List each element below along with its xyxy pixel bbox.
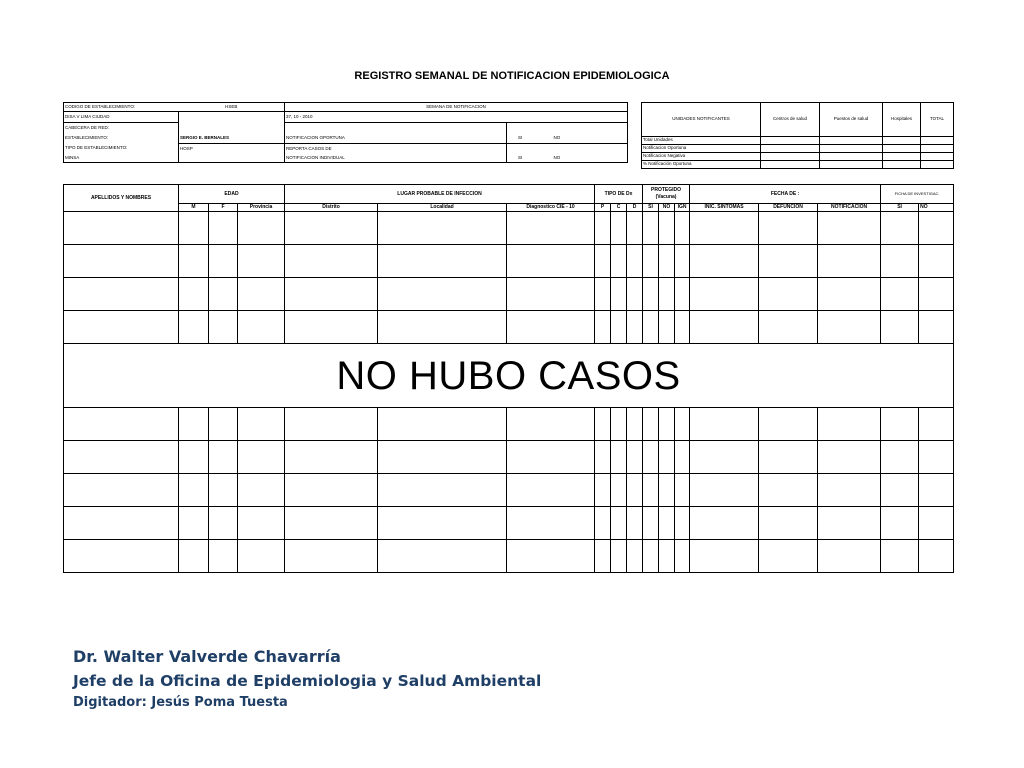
table-cell <box>64 441 179 474</box>
units-row-label: Total Unidades <box>642 137 761 145</box>
col-apellidos: APELLIDOS Y NOMBRES <box>64 185 179 212</box>
table-cell <box>919 408 954 441</box>
table-cell <box>595 245 611 278</box>
table-cell <box>627 507 643 540</box>
table-cell <box>209 441 238 474</box>
sub-p: P <box>595 204 611 212</box>
table-cell <box>285 540 378 573</box>
sub-notificacion: NOTIFICACION <box>818 204 881 212</box>
table-cell <box>595 474 611 507</box>
col-ficha: FICHA DE INVESTIGAC. <box>881 185 954 204</box>
table-cell <box>627 441 643 474</box>
table-cell <box>919 278 954 311</box>
semana-value: 37, 10 - 2010 <box>285 112 628 123</box>
table-cell <box>627 474 643 507</box>
table-cell <box>285 441 378 474</box>
table-cell <box>209 540 238 573</box>
establecimiento-label: ESTABLECIMIENTO: <box>64 134 179 144</box>
table-cell <box>179 278 209 311</box>
table-cell <box>675 311 690 344</box>
table-cell <box>759 474 818 507</box>
table-cell <box>64 474 179 507</box>
col-protegido <box>643 185 690 204</box>
table-cell <box>611 507 627 540</box>
notif-individual-si: SI <box>518 154 523 160</box>
table-cell <box>285 408 378 441</box>
table-cell <box>209 311 238 344</box>
table-cell <box>238 540 285 573</box>
table-cell <box>595 507 611 540</box>
table-cell <box>643 474 659 507</box>
table-cell <box>675 245 690 278</box>
sub-diagnostico: Diagnostico CIE - 10 <box>507 204 595 212</box>
table-cell <box>507 474 595 507</box>
table-cell <box>659 408 675 441</box>
table-cell <box>659 474 675 507</box>
table-cell <box>643 507 659 540</box>
table-cell <box>659 441 675 474</box>
sub-distrito: Distrito <box>285 204 378 212</box>
notif-individual-no: NO <box>553 154 561 160</box>
table-cell <box>627 278 643 311</box>
table-cell <box>378 311 507 344</box>
table-cell <box>675 540 690 573</box>
table-cell <box>64 212 179 245</box>
table-cell <box>759 441 818 474</box>
codigo-value: HSEB <box>179 103 285 112</box>
notif-oportuna-si: SI <box>518 135 523 140</box>
units-header: UNIDADES NOTIFICANTES <box>642 103 761 137</box>
table-cell <box>627 540 643 573</box>
table-cell <box>919 212 954 245</box>
table-cell <box>643 441 659 474</box>
reporta-label: REPORTA CASOS DE <box>285 144 507 154</box>
table-row <box>64 278 954 311</box>
table-cell <box>179 311 209 344</box>
table-cell <box>818 278 881 311</box>
table-cell <box>285 212 378 245</box>
table-cell <box>643 245 659 278</box>
semana-label: SEMANA DE NOTIFICACION <box>285 103 628 112</box>
table-cell <box>179 245 209 278</box>
table-cell <box>659 507 675 540</box>
table-cell <box>179 408 209 441</box>
tipo-label: TIPO DE ESTABLECIMIENTO: <box>64 144 179 154</box>
table-cell <box>675 212 690 245</box>
table-cell <box>507 245 595 278</box>
signature-name: Dr. Walter Valverde Chavarría <box>73 647 341 666</box>
table-cell <box>595 441 611 474</box>
sub-si: SI <box>643 204 659 212</box>
table-cell <box>378 278 507 311</box>
table-cell <box>759 311 818 344</box>
table-cell <box>238 278 285 311</box>
table-cell <box>285 507 378 540</box>
units-centros: Centros de salud <box>761 103 820 137</box>
notif-oportuna-options <box>507 134 628 144</box>
table-cell <box>209 507 238 540</box>
table-cell <box>690 278 759 311</box>
table-cell <box>378 507 507 540</box>
table-cell <box>818 311 881 344</box>
table-cell <box>881 474 919 507</box>
table-cell <box>627 408 643 441</box>
table-cell <box>611 278 627 311</box>
table-cell <box>238 441 285 474</box>
table-row <box>64 212 954 245</box>
col-fecha: FECHA DE : <box>690 185 881 204</box>
table-cell <box>209 474 238 507</box>
table-cell <box>238 507 285 540</box>
table-row <box>64 311 954 344</box>
table-cell <box>595 540 611 573</box>
table-cell <box>611 311 627 344</box>
tipo-value: HOSP <box>179 144 285 154</box>
units-row-label: Notificacion Negativa <box>642 153 761 161</box>
table-cell <box>690 245 759 278</box>
table-cell <box>690 474 759 507</box>
table-cell <box>881 278 919 311</box>
table-cell <box>919 245 954 278</box>
table-cell <box>595 408 611 441</box>
col-edad: EDAD <box>179 185 285 204</box>
table-cell <box>659 311 675 344</box>
table-cell <box>919 474 954 507</box>
table-cell <box>507 212 595 245</box>
no-cases-banner: NO HUBO CASOS <box>64 344 954 408</box>
units-total: TOTAL <box>921 103 954 137</box>
notif-individual-options <box>507 154 628 163</box>
table-cell <box>643 311 659 344</box>
table-cell <box>919 507 954 540</box>
table-cell <box>919 540 954 573</box>
table-cell <box>627 311 643 344</box>
table-cell <box>378 408 507 441</box>
units-table <box>641 102 954 169</box>
table-cell <box>690 507 759 540</box>
table-row <box>64 441 954 474</box>
table-cell <box>818 507 881 540</box>
table-cell <box>611 540 627 573</box>
col-protegido-line1: PROTEGIDO <box>651 187 682 193</box>
codigo-label: CODIGO DE ESTABLECIMIENTO: <box>64 103 179 112</box>
minsa-label: MINSA <box>64 154 179 163</box>
table-cell <box>690 540 759 573</box>
table-cell <box>238 408 285 441</box>
table-cell <box>507 278 595 311</box>
table-cell <box>818 540 881 573</box>
table-cell <box>659 278 675 311</box>
table-cell <box>643 278 659 311</box>
table-cell <box>238 311 285 344</box>
table-cell <box>643 408 659 441</box>
table-cell <box>507 311 595 344</box>
signature-digitador: Digitador: Jesús Poma Tuesta <box>73 695 288 710</box>
sub-f: F <box>209 204 238 212</box>
col-tipo-dx: TIPO DE Dx <box>595 185 643 204</box>
table-row <box>64 408 954 441</box>
table-cell <box>818 245 881 278</box>
table-row <box>64 507 954 540</box>
table-cell <box>611 245 627 278</box>
sub-inic-sintomas: INIC. SINTOMAS <box>690 204 759 212</box>
sub-provincia: Provincia <box>238 204 285 212</box>
table-cell <box>595 278 611 311</box>
table-cell <box>881 540 919 573</box>
table-cell <box>818 474 881 507</box>
cases-table <box>63 184 954 573</box>
sub-defuncion: DEFUNCION <box>759 204 818 212</box>
table-cell <box>675 408 690 441</box>
units-row-label: Notificacion Oportuna <box>642 145 761 153</box>
sub-c: C <box>611 204 627 212</box>
table-cell <box>881 212 919 245</box>
col-lugar: LUGAR PROBABLE DE INFECCION <box>285 185 595 204</box>
table-cell <box>179 507 209 540</box>
sub-d: D <box>627 204 643 212</box>
table-cell <box>238 245 285 278</box>
sub-ficha-no: NO <box>919 204 954 212</box>
table-cell <box>238 474 285 507</box>
table-cell <box>179 441 209 474</box>
table-cell <box>627 212 643 245</box>
table-cell <box>209 245 238 278</box>
table-cell <box>285 311 378 344</box>
table-cell <box>881 245 919 278</box>
cabecera-label: CABECERA DE RED: <box>64 123 179 134</box>
table-cell <box>209 278 238 311</box>
table-cell <box>611 441 627 474</box>
sub-localidad: Localidad <box>378 204 507 212</box>
table-cell <box>378 540 507 573</box>
table-cell <box>881 441 919 474</box>
table-cell <box>179 212 209 245</box>
units-row-label: % Notificación Oportuna <box>642 161 761 169</box>
table-cell <box>179 474 209 507</box>
table-cell <box>378 441 507 474</box>
table-cell <box>675 474 690 507</box>
table-row <box>64 245 954 278</box>
table-cell <box>507 540 595 573</box>
table-cell <box>643 540 659 573</box>
table-cell <box>378 474 507 507</box>
table-cell <box>378 245 507 278</box>
table-cell <box>595 311 611 344</box>
table-cell <box>627 245 643 278</box>
establecimiento-value: SERGIO E. BERNALES <box>179 134 285 144</box>
table-cell <box>675 507 690 540</box>
table-cell <box>818 408 881 441</box>
units-puestos: Puestos de salud <box>820 103 883 137</box>
table-cell <box>881 408 919 441</box>
table-cell <box>759 540 818 573</box>
table-cell <box>507 507 595 540</box>
table-cell <box>64 245 179 278</box>
table-cell <box>285 245 378 278</box>
table-cell <box>378 212 507 245</box>
sub-m: M <box>179 204 209 212</box>
sub-no: NO <box>659 204 675 212</box>
cases-rows-bottom <box>64 408 954 573</box>
units-hospitales: Hospitales <box>883 103 921 137</box>
table-cell <box>675 278 690 311</box>
table-cell <box>611 212 627 245</box>
table-cell <box>818 212 881 245</box>
table-cell <box>285 278 378 311</box>
establishment-table <box>63 102 628 163</box>
sub-ficha-si: SI <box>881 204 919 212</box>
table-cell <box>611 474 627 507</box>
table-cell <box>659 212 675 245</box>
table-cell <box>919 311 954 344</box>
col-protegido-line2: (Vacuna) <box>655 194 677 200</box>
cases-rows-top <box>64 212 954 344</box>
table-cell <box>507 408 595 441</box>
notif-oportuna-label: NOTIFICACION OPORTUNA <box>285 134 507 144</box>
table-cell <box>659 540 675 573</box>
table-cell <box>881 311 919 344</box>
page-title: REGISTRO SEMANAL DE NOTIFICACION EPIDEMIOLOGICA <box>354 70 670 82</box>
table-cell <box>690 441 759 474</box>
notif-oportuna-no: NO <box>553 135 561 140</box>
table-cell <box>507 441 595 474</box>
table-cell <box>759 278 818 311</box>
table-cell <box>881 507 919 540</box>
table-cell <box>64 278 179 311</box>
table-cell <box>64 311 179 344</box>
sub-ign: IGN <box>675 204 690 212</box>
table-cell <box>659 245 675 278</box>
table-cell <box>238 212 285 245</box>
notif-individual-label: NOTIFICACION INDIVIDUAL <box>285 154 507 163</box>
table-cell <box>919 441 954 474</box>
table-cell <box>759 212 818 245</box>
table-cell <box>209 212 238 245</box>
table-cell <box>759 408 818 441</box>
table-cell <box>64 507 179 540</box>
table-row <box>64 474 954 507</box>
table-cell <box>64 540 179 573</box>
table-cell <box>675 441 690 474</box>
table-cell <box>690 311 759 344</box>
table-cell <box>690 408 759 441</box>
table-cell <box>209 408 238 441</box>
disa-label: DISA V LIMA CIUDAD <box>64 112 179 123</box>
table-cell <box>285 474 378 507</box>
table-cell <box>759 507 818 540</box>
table-cell <box>595 212 611 245</box>
table-row <box>64 540 954 573</box>
table-cell <box>64 408 179 441</box>
table-cell <box>759 245 818 278</box>
signature-role: Jefe de la Oficina de Epidemiologia y Salud Ambiental <box>73 672 542 690</box>
table-cell <box>690 212 759 245</box>
table-cell <box>818 441 881 474</box>
table-cell <box>611 408 627 441</box>
table-cell <box>179 540 209 573</box>
table-cell <box>643 212 659 245</box>
